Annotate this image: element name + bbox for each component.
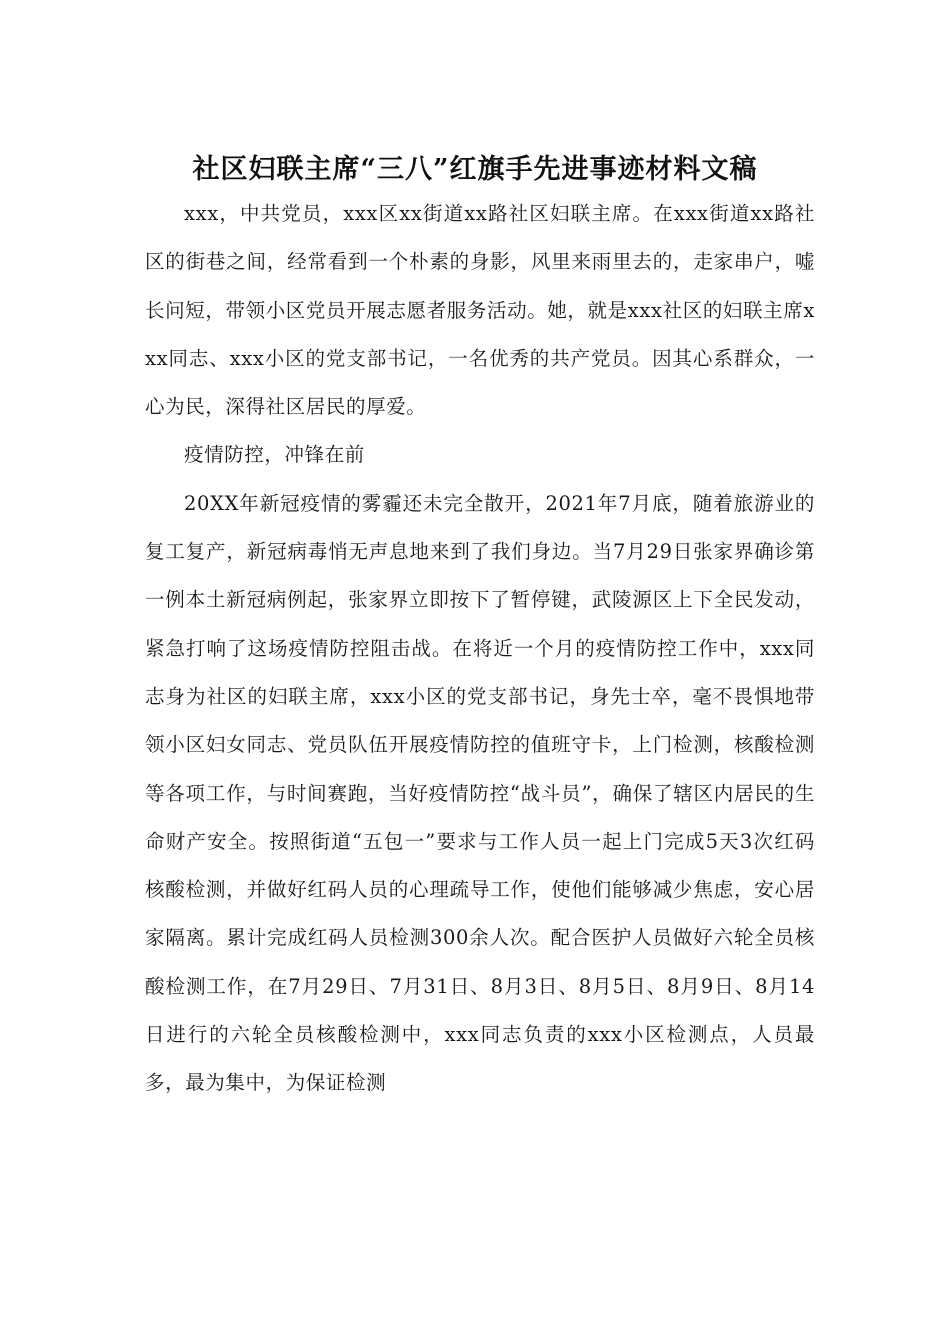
document-body [145,190,815,1108]
paragraph-intro: xxx，中共党员，xxx区xx街道xx路社区妇联主席。在xxx街道xx路社区的街巷之间，经常看到一个朴素的身影，风里来雨里去的，走家串户，嘘长问短，带领小区党员开展志愿者服务活动。她，就是xxx社区的妇联主席xxx同志、xxx小区的党支部书记，一名优秀的共产党员。因其心系群众，一心为民，深得社区居民的厚爱。 [145,202,815,419]
document-title: 社区妇联主席“三八”红旗手先进事迹材料文稿 [192,154,758,185]
section-heading: 疫情防控，冲锋在前 [184,443,365,467]
paragraph-epidemic: 20XX年新冠疫情的雾霾还未完全散开，2021年7月底，随着旅游业的复工复产，新冠病毒悄无声息地来到了我们身边。当7月29日张家界确诊第一例本土新冠病例起，张家界立即按下了暂停键，武陵源区上下全民发动，紧急打响了这场疫情防控阻击战。在将近一个月的疫情防控工作中，xxx同志身为社区的妇联主席，xxx小区的党支部书记，身先士卒，毫不畏惧地带领小区妇女同志、党员队伍开展疫情防控的值班守卡，上门检测，核酸检测等各项工作，与时间赛跑，当好疫情防控“战斗员”，确保了辖区内居民的生命财产安全。按照街道“五包一”要求与工作人员一起上门完成5天3次红码核酸检测，并做好红码人员的心理疏导工作，使他们能够减少焦虑，安心居家隔离。累计完成红码人员检测300余人次。配合医护人员做好六轮全员核酸检测工作，在7月29日、7月31日、8月3日、8月5日、8月9日、8月14日进行的六轮全员核酸检测中，xxx同志负责的xxx小区检测点，人员最多，最为集中，为保证检测 [145,491,815,1095]
